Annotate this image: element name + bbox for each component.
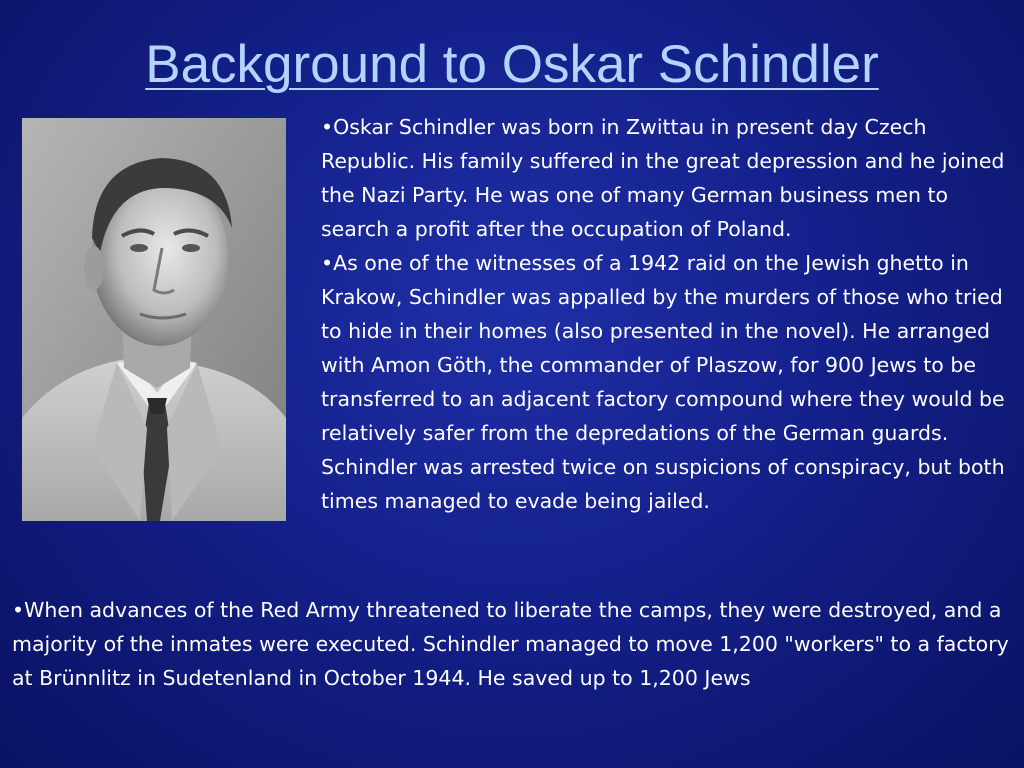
portrait-photo <box>22 118 286 521</box>
paragraph-birth: •Oskar Schindler was born in Zwittau in present day Czech Republic. His family suffered in the great depression and he joined the Nazi Party. He was one of many German business men to search a profit after the occupation of Poland. <box>321 115 1005 241</box>
slide-title: Background to Oskar Schindler <box>145 35 879 94</box>
paragraph-krakow-raid: •As one of the witnesses of a 1942 raid on the Jewish ghetto in Krakow, Schindler was appalled by the murders of those who tried to hide in their homes (also presented in the novel). He arranged with Amon Göth, the commander of Plaszow, for 900 Jews to be transferred to an adjacent factory compound where they would be relatively safer from the depredations of the German guards. Schindler was arrested twice on suspicions of conspiracy, but both times managed to evade being jailed. <box>321 251 1005 513</box>
portrait-image <box>22 118 286 521</box>
paragraph-brunnlitz: •When advances of the Red Army threatened to liberate the camps, they were destroyed, and a majority of the inmates were executed. Schindler managed to move 1,200 "workers" to a factory at Brünnlitz in Sudetenland in October 1944. He saved up to 1,200 Jews <box>12 598 1009 690</box>
body-text-bottom <box>12 593 1020 695</box>
body-text-right <box>321 110 1021 518</box>
